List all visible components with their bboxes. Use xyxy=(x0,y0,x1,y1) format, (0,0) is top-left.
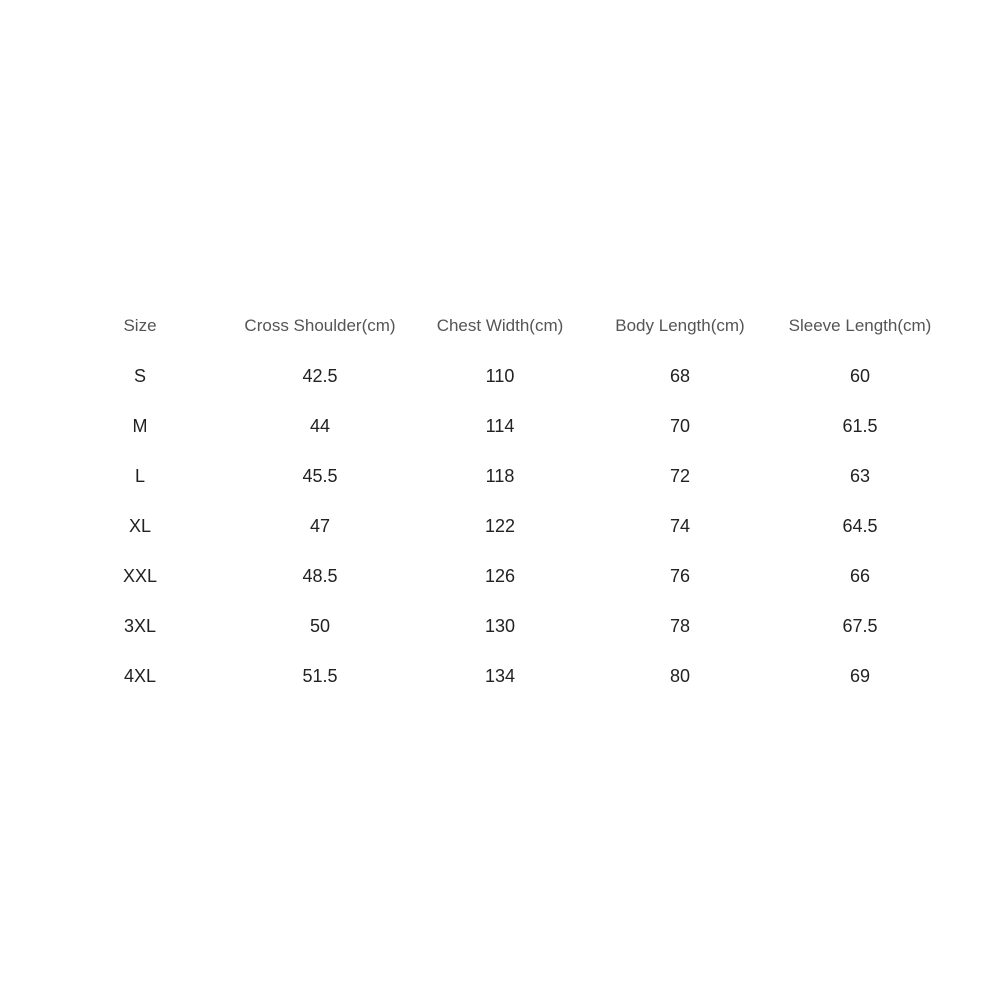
sleeve-length-cell: 63 xyxy=(849,465,871,486)
sleeve-length-cell: 60 xyxy=(849,365,871,386)
body-length-cell: 68 xyxy=(669,365,691,386)
body-length-cell: 76 xyxy=(669,565,691,586)
size-chart-header xyxy=(50,301,950,351)
cross-shoulder-cell: 47 xyxy=(309,515,331,536)
cross-shoulder-cell: 42.5 xyxy=(302,365,338,386)
body-length-cell: 80 xyxy=(669,665,691,686)
header-body-length: Body Length(cm) xyxy=(615,316,745,335)
sleeve-length-cell: 66 xyxy=(849,565,871,586)
header-sleeve-length: Sleeve Length(cm) xyxy=(788,316,932,335)
body-length-cell: 70 xyxy=(669,415,691,436)
sleeve-length-cell: 67.5 xyxy=(842,615,878,636)
cross-shoulder-cell: 51.5 xyxy=(302,665,338,686)
table-row xyxy=(50,351,950,401)
chest-width-cell: 130 xyxy=(484,615,516,636)
sleeve-length-cell: 64.5 xyxy=(842,515,878,536)
chest-width-cell: 122 xyxy=(484,515,516,536)
size-cell: XL xyxy=(128,515,152,536)
table-row xyxy=(50,451,950,501)
size-cell: L xyxy=(134,465,145,486)
cross-shoulder-cell: 48.5 xyxy=(302,565,338,586)
table-row xyxy=(50,601,950,651)
body-length-cell: 74 xyxy=(669,515,691,536)
size-cell: M xyxy=(132,415,148,436)
header-row xyxy=(50,301,950,351)
body-length-cell: 72 xyxy=(669,465,691,486)
cross-shoulder-cell: 44 xyxy=(309,415,331,436)
size-cell: 4XL xyxy=(123,665,157,686)
table-row xyxy=(50,551,950,601)
chest-width-cell: 114 xyxy=(485,415,515,436)
cross-shoulder-cell: 50 xyxy=(309,615,331,636)
header-size: Size xyxy=(123,316,157,335)
size-cell: 3XL xyxy=(123,615,157,636)
chest-width-cell: 118 xyxy=(485,465,515,486)
sleeve-length-cell: 61.5 xyxy=(842,415,878,436)
chest-width-cell: 126 xyxy=(484,565,516,586)
size-cell: XXL xyxy=(122,565,158,586)
size-chart-body xyxy=(50,351,950,701)
body-length-cell: 78 xyxy=(669,615,691,636)
table-row xyxy=(50,401,950,451)
cross-shoulder-cell: 45.5 xyxy=(302,465,338,486)
size-cell: S xyxy=(133,365,146,386)
header-chest-width: Chest Width(cm) xyxy=(436,316,564,335)
sleeve-length-cell: 69 xyxy=(849,665,871,686)
table-row xyxy=(50,651,950,701)
size-chart-table xyxy=(50,301,950,701)
chest-width-cell: 110 xyxy=(485,365,515,386)
table-row xyxy=(50,501,950,551)
chest-width-cell: 134 xyxy=(484,665,516,686)
header-cross-shoulder: Cross Shoulder(cm) xyxy=(244,316,396,335)
